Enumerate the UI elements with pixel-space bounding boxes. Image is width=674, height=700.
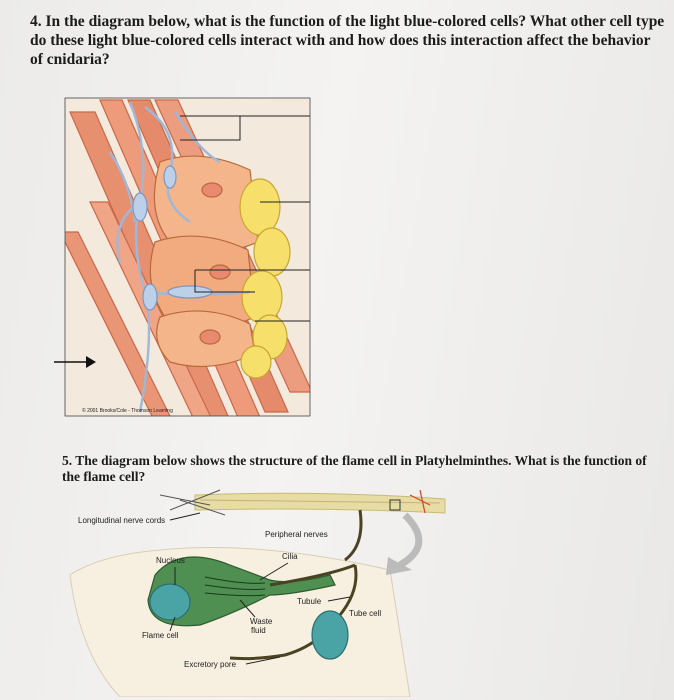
label-peripheral: Peripheral nerves [265,530,328,539]
label-excretory-pore: Excretory pore [184,660,237,669]
nerve-cord-strip [160,490,445,515]
label-tubule: Tubule [297,597,322,606]
label-cilia: Cilia [282,552,298,561]
question-4-text: 4. In the diagram below, what is the function of the light blue-colored cells? What other cell type do these light blue-colored cells interact with and how does this interaction affect the behavior of cnidaria? [30,13,665,68]
label-fluid: fluid [251,626,266,635]
tube-cell [312,611,348,659]
label-nucleus: Nucleus [156,556,185,565]
figure-copyright: © 2001 Brooks/Cole - Thomson Learning [82,408,173,414]
label-tube-cell: Tube cell [349,609,382,618]
flame-cell-figure [60,485,460,697]
label-longitudinal: Longitudinal nerve cords [78,516,166,525]
label-flame-cell: Flame cell [142,631,179,640]
cnidaria-cells-figure [50,92,320,422]
label-waste: Waste [250,617,273,626]
question-5-text: 5. The diagram below shows the structure of the flame cell in Platyhelminthes. What is the function of the flame cell? [62,453,647,484]
zoom-arrow [386,515,419,575]
